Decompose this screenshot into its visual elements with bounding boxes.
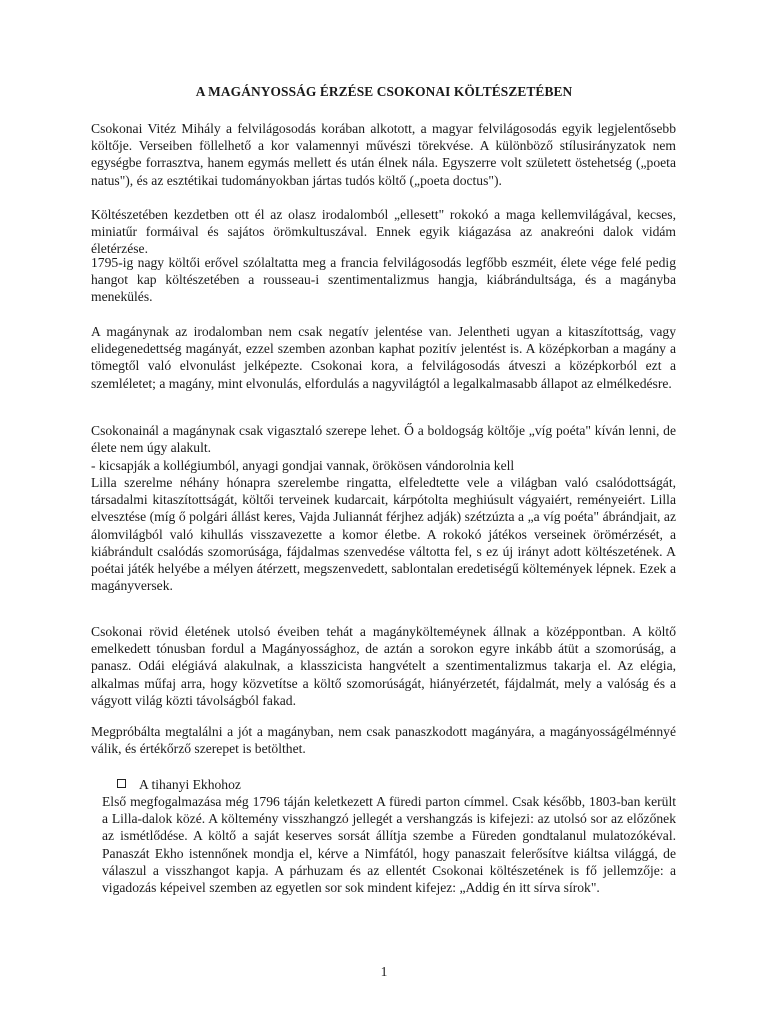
paragraph-intro: Csokonai Vitéz Mihály a felvilágosodás korában alkotott, a magyar felvilágosodás egyik legjelentősebb költője. Verseiben föllelhető a kor valamennyi művészi törekvése. A különböző stílusirányzatok nem egységbe forrasztva, hanem egymás mellett és után élnek nála. Egyszerre volt született östehetség („poeta natus"), és az esztétikai tudományokban jártas tudós költő („poeta doctus"). <box>91 121 676 188</box>
square-bullet-icon <box>117 779 126 788</box>
document-title: A MAGÁNYOSSÁG ÉRZÉSE CSOKONAI KÖLTÉSZETÉBEN <box>195 84 573 99</box>
paragraph-consoling-role: Csokonainál a magánynak csak vigasztaló szerepe lehet. Ő a boldogság költője „víg poéta" kíván lenni, de élete nem úgy alakult. <box>91 423 676 456</box>
paragraph-ekho: Első megfogalmazása még 1796 táján keletkezett A füredi parton címmel. Csak később, 1803-ban került a Lilla-dalok közé. A költemény visszhangzó jellegét a vershangzás is kifejezi: az utolsó sor az előzőnek az ismétlődése. A költő a saját keserves sorsát állítja szembe a Füreden gondtalanul mulatozókéval. Panaszát Ekho istennőnek mondja el, kérve a Nimfától, hogy panaszait felerősítve kiáltsa világgá, de válaszul a visszhangot kapja. A párhuzam és az ellentét Csokonai költészetének is fő jellemzője: a vigadozás képeivel szemben az egyetlen sor sok mindent kifejez: „Addig én itt sírva sírok". <box>102 794 676 896</box>
paragraph-lilla: Lilla szerelme néhány hónapra szerelembe ringatta, elfeledtette vele a világban való csalódottságát, társadalmi kitaszítottságát, költői terveinek kudarcait, kárpótolta meghiúsult vágyaiért, reményeiért. Lilla elvesztése (míg ő polgári állást keres, Vajda Juliannát férjhez adják) szétzúzta a „a víg poéta" ábrándjait, az álomvilágból való kihullás visszavezette a komor életbe. A rokokó játékos verseinek örömérzését, a kiábrándult csalódás szomorúsága, fájdalmas szenvedése váltotta fel, s ez új irányt adott költészetének. A poétai játék helyébe a mélyen átérzett, megszenvedett, sablontalan eredetiségű költemények lépnek. Ezek a magányversek. <box>91 475 676 594</box>
paragraph-value: Megpróbálta megtalálni a jót a magányban, nem csak panaszkodott magányára, a magányosságélménnyé válik, és értékőrző szerepet is betölthet. <box>91 724 676 757</box>
bullet-heading: A tihanyi Ekhohoz <box>139 777 241 792</box>
paragraph-1795: 1795-ig nagy költői erővel szólaltatta meg a francia felvilágosodás legfőbb eszméit, élete vége felé pedig hangot kap költészetében a rousseau-i szentimentalizmus hangja, kiábrándultsága, és a magányba menekülés. <box>91 255 676 305</box>
paragraph-list-dash: - kicsapják a kollégiumból, anyagi gondjai vannak, örökösen vándorolnia kell <box>91 458 515 473</box>
page-number: 1 <box>380 964 388 979</box>
paragraph-late-years: Csokonai rövid életének utolsó éveiben tehát a magánykölteméynek állnak a középpontban. A költő emelkedett tónusban fordul a Magányossághoz, de aztán a sorokon egyre inkább átüt a szomorúság, a panasz. Odái elégiává alakulnak, a klasszicista hangvételt a szentimentalizmus takarja el. Az elégia, alkalmas műfaj arra, hogy közvetítse a költő szomorúságát, hiányérzetét, fájdalmát, mely a valóság és a vágyott világ közti távolságból fakad. <box>91 624 676 708</box>
bullet-item <box>117 776 241 793</box>
paragraph-solitude-meaning: A magánynak az irodalomban nem csak negatív jelentése van. Jelentheti ugyan a kitaszítottság, vagy elidegenedettség magányát, ezzel szemben azonban kaphat pozitív jelentést is. A középkorban a magány a tömegtől való elvonulást jelképezte. Csokonai kora, a felvilágosodás átveszi a középkorból ezt a szemléletet; a magány, mint elvonulás, elfordulás a nagyvilágtól a legalkalmasabb állapot az elmélkedésre. <box>91 324 676 391</box>
paragraph-rococo: Költészetében kezdetben ott él az olasz irodalomból „ellesett" rokokó a maga kellemvilágával, kecses, miniatűr formáival és sajátos örömkultuszával. Ennek egyik kiágazása az anakreóni dalok vidám életérzése. <box>91 207 676 257</box>
